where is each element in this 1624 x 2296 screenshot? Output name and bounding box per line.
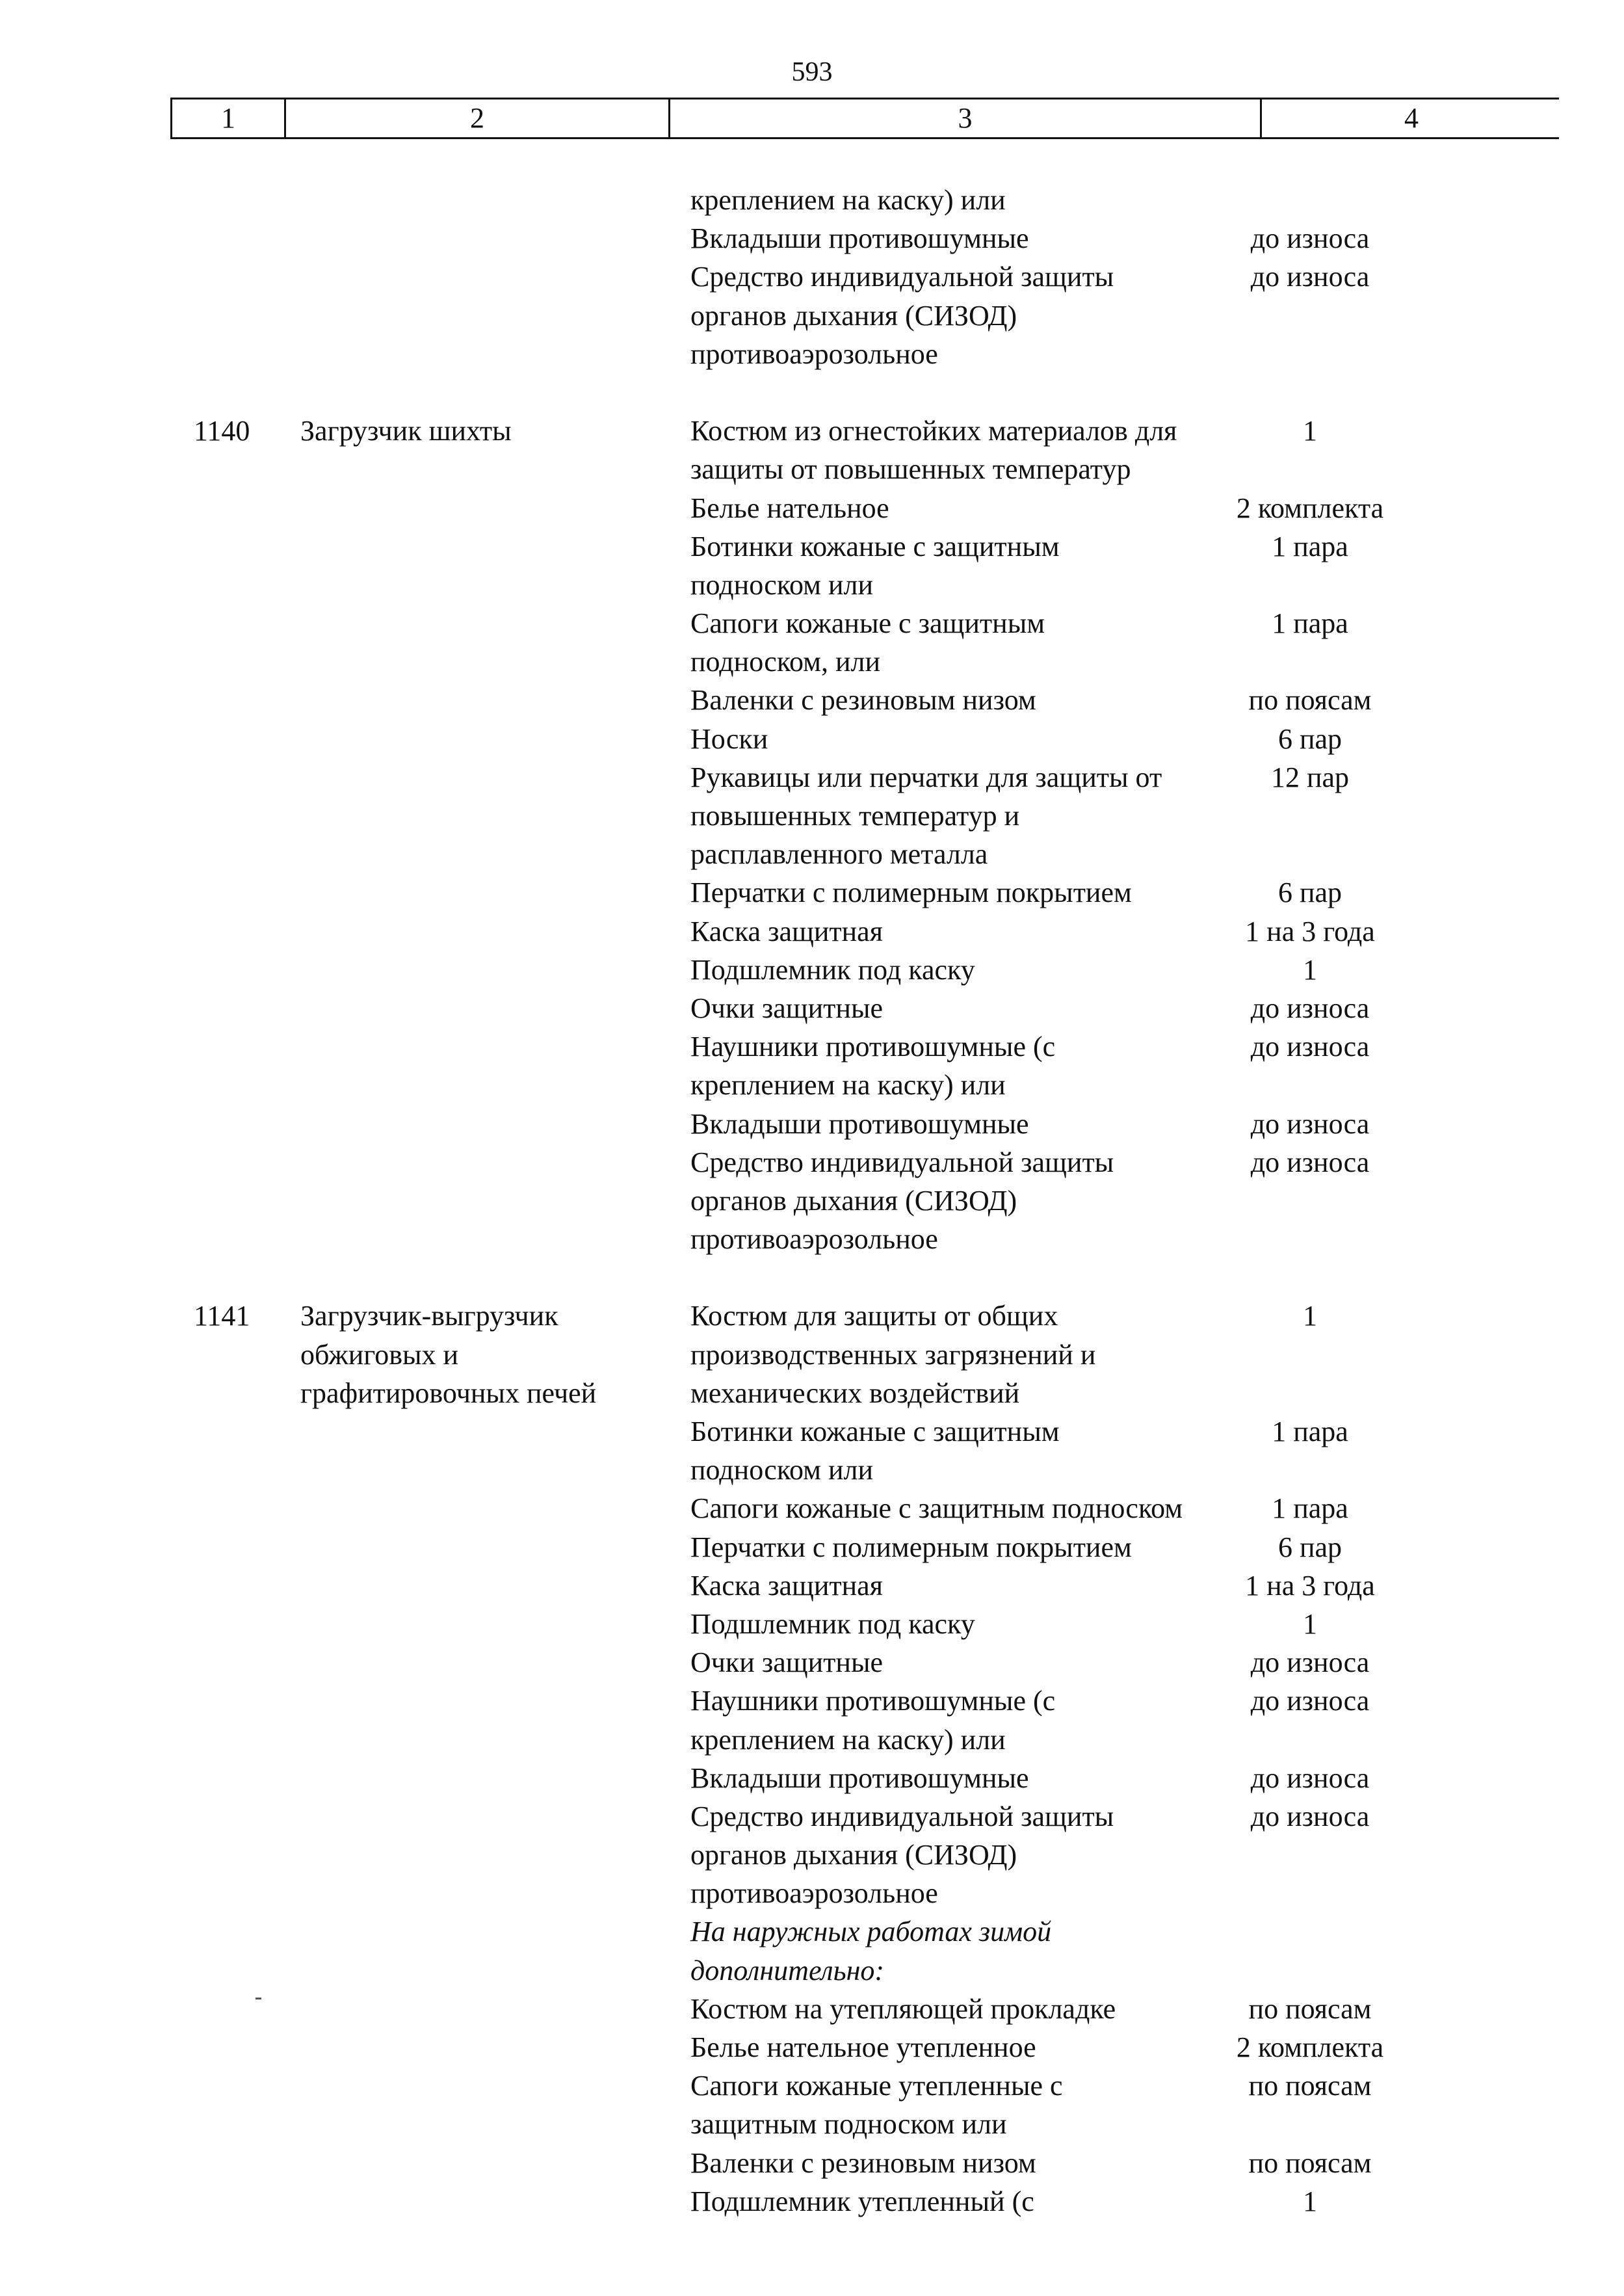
table-row xyxy=(0,720,1624,758)
issue-norm: 6 пар xyxy=(1277,877,1342,909)
protective-equipment-name: Перчатки с полимерным покрытием xyxy=(690,877,1132,909)
table-row xyxy=(0,1990,1624,2028)
table-row xyxy=(0,797,1624,835)
protective-equipment-name: Костюм для защиты от общих xyxy=(690,1300,1058,1332)
table-row xyxy=(0,219,1624,257)
item-number: 1140 xyxy=(194,415,250,447)
issue-norm: до износа xyxy=(1250,1107,1370,1140)
protective-equipment-name: Вкладыши противошумные xyxy=(690,222,1029,255)
issue-norm: до износа xyxy=(1250,1685,1370,1717)
protective-equipment-name: Каска защитная xyxy=(690,915,883,947)
protective-equipment-name: защитным подноском или xyxy=(690,2108,1007,2141)
protective-equipment-name: Перчатки с полимерным покрытием xyxy=(690,1531,1132,1563)
table-row xyxy=(0,1643,1624,1682)
issue-norm: по поясам xyxy=(1248,684,1372,717)
table-row xyxy=(0,257,1624,296)
issue-norm: 12 пар xyxy=(1270,761,1350,793)
issue-norm: 6 пар xyxy=(1277,1531,1342,1563)
protective-equipment-name: противоаэрозольное xyxy=(690,1877,938,1910)
protective-equipment-name: органов дыхания (СИЗОД) xyxy=(690,1184,1017,1217)
protective-equipment-name: Очки защитные xyxy=(690,1646,884,1679)
issue-norm: 1 xyxy=(1303,1300,1317,1332)
profession-name: Загрузчик шихты xyxy=(300,415,512,447)
issue-norm: 1 на 3 года xyxy=(1245,915,1375,947)
protective-equipment-name: Вкладыши противошумные xyxy=(690,1107,1029,1140)
issue-norm: 1 пара xyxy=(1272,1492,1348,1525)
scan-mark xyxy=(255,1998,261,1999)
table-row xyxy=(0,181,1624,219)
protective-equipment-name: Средство индивидуальной защиты xyxy=(690,1146,1114,1178)
table-row xyxy=(0,1489,1624,1527)
protective-equipment-name: Подшлемник под каску xyxy=(690,1607,975,1640)
protective-equipment-name: механических воздействий xyxy=(690,1377,1020,1409)
protective-equipment-name: органов дыхания (СИЗОД) xyxy=(690,299,1017,332)
table-row xyxy=(0,1143,1624,1181)
table-row xyxy=(0,912,1624,951)
issue-norm: до износа xyxy=(1250,222,1370,255)
table-row xyxy=(0,1297,1624,1335)
issue-norm: до износа xyxy=(1250,1762,1370,1794)
table-row xyxy=(0,2182,1624,2221)
protective-equipment-name: Рукавицы или перчатки для защиты от xyxy=(690,761,1162,793)
table-row xyxy=(0,1220,1624,1258)
issue-norm: 2 комплекта xyxy=(1236,492,1384,524)
table-row xyxy=(0,1682,1624,1720)
protective-equipment-name: Валенки с резиновым низом xyxy=(690,684,1036,717)
protective-equipment-name: Подшлемник под каску xyxy=(690,953,975,986)
header-col-4: 4 xyxy=(1404,102,1419,134)
table-row xyxy=(0,1451,1624,1489)
protective-equipment-name: Средство индивидуальной защиты xyxy=(690,1800,1114,1832)
issue-norm: 6 пар xyxy=(1277,722,1342,755)
protective-equipment-name: дополнительно: xyxy=(690,1954,885,1986)
issue-norm: 2 комплекта xyxy=(1236,2031,1384,2063)
table-row xyxy=(0,1912,1624,1951)
protective-equipment-name: подноском или xyxy=(690,568,874,601)
protective-equipment-name: Носки xyxy=(690,722,768,755)
profession-name: Загрузчик-выгрузчик xyxy=(300,1300,558,1332)
protective-equipment-name: креплением на каску) или xyxy=(690,184,1006,216)
issue-norm: до износа xyxy=(1250,261,1370,293)
table-row xyxy=(0,2105,1624,2143)
protective-equipment-name: креплением на каску) или xyxy=(690,1723,1006,1756)
table-row xyxy=(0,412,1624,450)
table-row xyxy=(0,1721,1624,1759)
profession-name: обжиговых и xyxy=(300,1338,459,1371)
issue-norm: по поясам xyxy=(1248,1992,1372,2025)
header-col-3: 3 xyxy=(958,102,973,134)
issue-norm: 1 на 3 года xyxy=(1245,1569,1375,1602)
issue-norm: 1 xyxy=(1303,1607,1317,1640)
protective-equipment-name: Ботинки кожаные с защитным xyxy=(690,1416,1060,1447)
table-row xyxy=(0,297,1624,335)
table-row xyxy=(0,1528,1624,1566)
protective-equipment-name: противоаэрозольное xyxy=(690,337,938,370)
page-number: 593 xyxy=(791,57,833,87)
table-row xyxy=(0,566,1624,604)
table-row xyxy=(0,1797,1624,1836)
table-body xyxy=(0,181,1624,2221)
table-row xyxy=(0,1566,1624,1605)
table-row xyxy=(0,1336,1624,1374)
profession-name: графитировочных печей xyxy=(300,1377,597,1409)
issue-norm: по поясам xyxy=(1248,2146,1372,2179)
protective-equipment-name: Средство индивидуальной защиты xyxy=(690,261,1114,293)
issue-norm: 1 пара xyxy=(1272,530,1348,562)
table-row xyxy=(0,642,1624,681)
protective-equipment-name: Валенки с резиновым низом xyxy=(690,2146,1036,2179)
protective-equipment-name: противоаэрозольное xyxy=(690,1223,938,1256)
protective-equipment-name: подноском, или xyxy=(690,646,881,678)
protective-equipment-name: Костюм на утепляющей прокладке xyxy=(690,1992,1116,2025)
protective-equipment-name: Вкладыши противошумные xyxy=(690,1762,1029,1794)
table-row xyxy=(0,951,1624,989)
table-row xyxy=(0,758,1624,797)
table-row xyxy=(0,604,1624,642)
issue-norm: 1 пара xyxy=(1272,607,1348,640)
protective-equipment-name: Ботинки кожаные с защитным xyxy=(690,530,1060,562)
issue-norm: до износа xyxy=(1250,1646,1370,1679)
protective-equipment-name: производственных загрязнений и xyxy=(690,1338,1096,1371)
table-row xyxy=(0,489,1624,527)
table-row xyxy=(0,873,1624,912)
table-row xyxy=(0,1836,1624,1874)
issue-norm: по поясам xyxy=(1248,2070,1372,2102)
protective-equipment-name: Наушники противошумные (с xyxy=(690,1031,1056,1063)
header-col-2: 2 xyxy=(470,102,484,134)
table-row xyxy=(0,527,1624,566)
table-row xyxy=(0,450,1624,488)
protective-equipment-name: Сапоги кожаные с защитным подноском xyxy=(690,1492,1183,1525)
table-row xyxy=(0,1181,1624,1220)
protective-equipment-name: Костюм из огнестойких материалов для xyxy=(690,415,1177,447)
row-spacer xyxy=(0,1258,1624,1297)
issue-norm: до износа xyxy=(1250,1146,1370,1178)
protective-equipment-name: органов дыхания (СИЗОД) xyxy=(690,1839,1017,1871)
protective-equipment-name: повышенных температур и xyxy=(690,800,1020,832)
protective-equipment-name: расплавленного металла xyxy=(690,838,988,871)
issue-norm: до износа xyxy=(1250,1800,1370,1832)
protective-equipment-name: креплением на каску) или xyxy=(690,1069,1006,1102)
issue-norm: 1 xyxy=(1303,415,1317,447)
table-header xyxy=(170,98,1559,139)
table-row xyxy=(0,2028,1624,2066)
table-row xyxy=(0,1066,1624,1104)
table-row xyxy=(0,1027,1624,1066)
table-row xyxy=(0,1874,1624,1912)
row-spacer xyxy=(0,373,1624,412)
table-row xyxy=(0,2144,1624,2182)
table-row xyxy=(0,1105,1624,1143)
protective-equipment-name: Белье нательное xyxy=(690,492,889,524)
protective-equipment-name: Сапоги кожаные утепленные с xyxy=(690,2070,1063,2102)
protective-equipment-name: Наушники противошумные (с xyxy=(690,1685,1056,1717)
item-number: 1141 xyxy=(194,1300,250,1332)
protective-equipment-name: Подшлемник утепленный (с xyxy=(690,2185,1034,2217)
protective-equipment-name: Каска защитная xyxy=(690,1569,883,1602)
protective-equipment-name: Очки защитные xyxy=(690,992,884,1024)
issue-norm: до износа xyxy=(1250,992,1370,1024)
protective-equipment-name: Белье нательное утепленное xyxy=(690,2031,1036,2063)
table-row xyxy=(0,835,1624,873)
table-row xyxy=(0,2066,1624,2105)
protective-equipment-name: подноском или xyxy=(690,1454,874,1486)
table-row xyxy=(0,1412,1624,1451)
table-row xyxy=(0,989,1624,1027)
table-row xyxy=(0,1374,1624,1412)
table-row xyxy=(0,335,1624,373)
issue-norm: 1 xyxy=(1303,2185,1317,2217)
header-col-1: 1 xyxy=(221,102,235,134)
issue-norm: 1 пара xyxy=(1272,1416,1348,1447)
issue-norm: 1 xyxy=(1303,953,1317,986)
protective-equipment-name: защиты от повышенных температур xyxy=(690,453,1131,486)
table-row xyxy=(0,681,1624,719)
table-row xyxy=(0,1951,1624,1990)
issue-norm: до износа xyxy=(1250,1031,1370,1063)
table-row xyxy=(0,1759,1624,1797)
protective-equipment-name: Сапоги кожаные с защитным xyxy=(690,607,1045,640)
table-row xyxy=(0,1605,1624,1643)
protective-equipment-name: На наружных работах зимой xyxy=(690,1916,1052,1948)
